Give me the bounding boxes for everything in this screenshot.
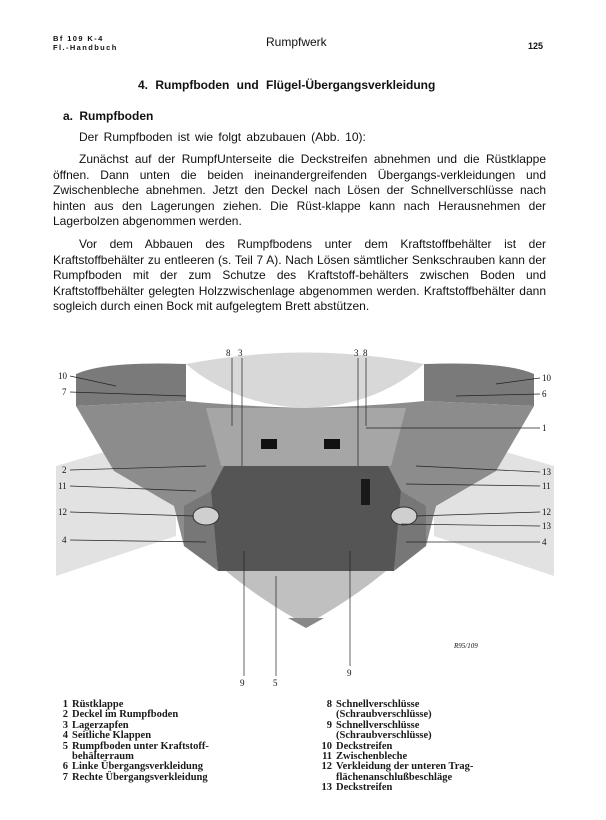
- callout-label: 12: [58, 507, 67, 517]
- legend-text: Rechte Übergangsverkleidung: [72, 771, 208, 783]
- fuselage-underside-figure: [56, 346, 554, 688]
- callout-label: 9: [347, 668, 352, 678]
- right-wing-fairing: [391, 507, 417, 525]
- callout-label: 13: [542, 521, 551, 531]
- legend-text: Linke Übergangsverkleidung: [72, 761, 203, 773]
- figure-legend-right: [319, 700, 559, 794]
- aircraft-designation: Bf 109 K-4: [53, 34, 104, 43]
- legend-item: [319, 783, 559, 793]
- legend-text: Rüstklappe: [72, 699, 124, 710]
- callout-label: 10: [58, 371, 67, 381]
- legend-item: [57, 742, 287, 763]
- legend-text: Deckel im Rumpfboden: [72, 709, 179, 721]
- right-upper-panel: [424, 363, 534, 406]
- callout-label: 3: [354, 348, 359, 358]
- handbook-designation: Fl.-Handbuch: [53, 43, 118, 52]
- left-wing-fairing: [193, 507, 219, 525]
- callout-label: 8: [363, 348, 368, 358]
- photo-reference: R95/109: [454, 642, 478, 650]
- callout-label: 13: [542, 467, 551, 477]
- legend-text: Zwischenbleche: [336, 751, 408, 763]
- legend-number: 11: [322, 751, 332, 763]
- legend-text: Schnellverschlüsse (Schraubverschlüsse): [336, 699, 432, 721]
- subsection-title: a. Rumpfboden: [63, 109, 154, 123]
- cover-opening-right: [324, 439, 340, 449]
- figure-legend-left: [57, 700, 287, 783]
- legend-number: 1: [62, 699, 68, 710]
- side-slot: [361, 479, 370, 505]
- callout-label: 11: [542, 481, 551, 491]
- callout-label: 9: [240, 678, 245, 688]
- legend-number: 3: [62, 719, 68, 731]
- callout-label: 6: [542, 389, 547, 399]
- legend-item: [319, 721, 559, 742]
- legend-text: Lagerzapfen: [72, 719, 129, 731]
- legend-number: 5: [62, 740, 68, 752]
- legend-text: Verkleidung der unteren Trag- flächenanschlußbeschläge: [336, 761, 474, 783]
- callout-label: 4: [62, 535, 67, 545]
- intro-paragraph: Der Rumpfboden ist wie folgt abzubauen (Abb. 10):: [79, 130, 366, 144]
- legend-item: [319, 762, 559, 783]
- callout-label: 2: [62, 465, 67, 475]
- legend-number: 2: [62, 709, 68, 721]
- callout-label: 5: [273, 678, 278, 688]
- legend-item: [319, 700, 559, 721]
- legend-text: Deckstreifen: [336, 740, 393, 752]
- callout-label: 3: [238, 348, 243, 358]
- body-paragraph-2: Vor dem Abbauen des Rumpfbodens unter dem Kraftstoffbehälter ist der Kraftstoffbehälter zu entleeren (s. Teil 7 A). Nach Lösen sämtlicher Senkschrauben kann der Rumpfboden mit der zum Schutze des Kraftstoff-behälters zwischen Boden und Kraftstoffbehälter gelegten Holzzwischenlage abgenommen werden. Kraftstoffbehälter dann sogleich durch einen Bock mit aufgelegtem Brett abstützen.: [53, 237, 546, 314]
- legend-number: 10: [321, 740, 332, 752]
- callout-label: 4: [542, 537, 547, 547]
- legend-text: Rumpfboden unter Kraftstoff- behälterraum: [72, 740, 209, 763]
- access-cover: [206, 408, 406, 466]
- callout-label: 11: [58, 481, 67, 491]
- page-number: 125: [528, 41, 544, 51]
- callout-label: 7: [62, 387, 67, 397]
- legend-number: 6: [62, 761, 68, 773]
- left-upper-panel: [76, 363, 186, 406]
- body-paragraph-1: Zunächst auf der RumpfUnterseite die Deckstreifen abnehmen und die Rüstklappe öffnen. Dann unten die beiden ineinandergreifenden Übergangs-verkleidungen und Zwischenbleche abnehmen. Jetzt den Deckel nach Lösen der Schnellverschlüsse nach hinten aus den Lagerungen ziehen. Die Rüst-klappe kann nach Herausnehmen der Lagerbolzen abgenommen werden.: [53, 152, 546, 229]
- section-title: 4. Rumpfboden und Flügel-Übergangsverkleidung: [138, 78, 436, 92]
- fuel-tank-floor: [211, 466, 401, 571]
- legend-text: Schnellverschlüsse (Schraubverschlüsse): [336, 719, 432, 742]
- legend-text: Deckstreifen: [336, 782, 393, 794]
- chapter-title: Rumpfwerk: [266, 35, 327, 49]
- callout-label: 12: [542, 507, 551, 517]
- callout-label: 10: [542, 373, 551, 383]
- document-id: [53, 34, 118, 52]
- legend-number: 9: [326, 719, 332, 731]
- callout-label: 1: [542, 423, 547, 433]
- legend-number: 4: [62, 730, 68, 742]
- cover-opening-left: [261, 439, 277, 449]
- legend-number: 12: [321, 761, 332, 773]
- legend-number: 13: [321, 782, 332, 794]
- callout-label: 8: [226, 348, 231, 358]
- legend-item: [57, 773, 287, 783]
- legend-number: 7: [62, 771, 68, 783]
- legend-text: Seitliche Klappen: [72, 730, 152, 742]
- legend-number: 8: [326, 699, 332, 710]
